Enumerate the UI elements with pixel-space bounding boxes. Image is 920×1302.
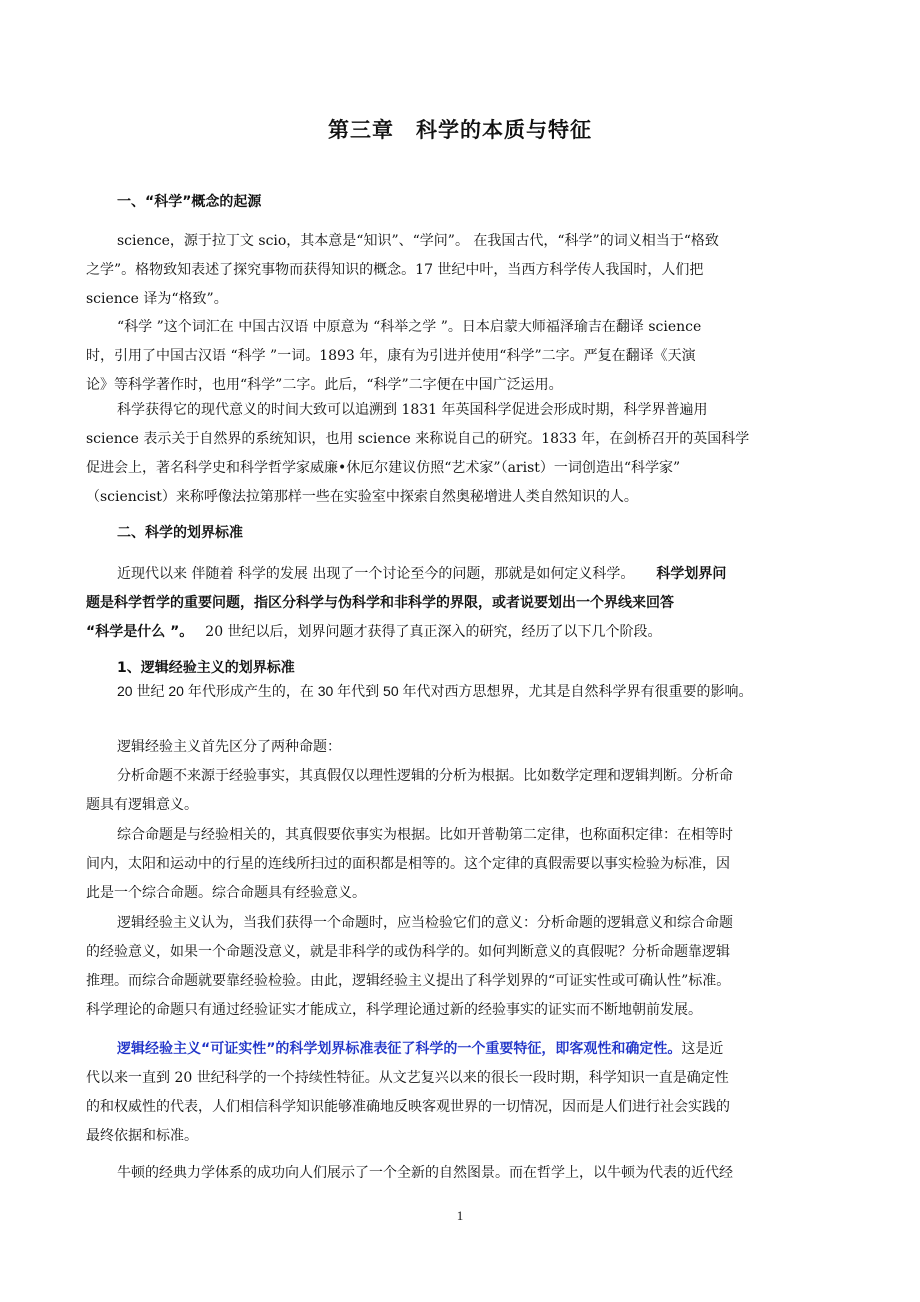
- page-number: 1: [456, 1208, 464, 1223]
- subsection-heading-logical-empiricism: 1、逻辑经验主义的划界标准: [117, 660, 295, 676]
- text-line: 此是一个综合命题。综合命题具有经验意义。: [86, 885, 366, 901]
- text-line: [86, 618, 843, 647]
- intro-bold-text: 科学划界问: [656, 566, 727, 582]
- text-line: 最终依据和标准。: [86, 1128, 198, 1144]
- intro-text: 20 世纪以后，划界问题才获得了真正深入的研究，经历了以下几个阶段。: [205, 624, 662, 640]
- text-line: [86, 1035, 843, 1064]
- text-line: 间内，太阳和运动中的行星的连线所扫过的面积都是相等的。这个定律的真假需要以事实检验为标准，因: [86, 856, 730, 872]
- chapter-title: 第三章 科学的本质与特征: [328, 118, 592, 142]
- section-heading-demarcation: 二、科学的划界标准: [117, 525, 243, 541]
- text-line: 代以来一直到 20 世纪科学的一个持续性特征。从文艺复兴以来的很长一段时期，科学知识一直是确定性: [86, 1070, 729, 1086]
- text-line: 之学”。格物致知表述了探究事物而获得知识的概念。17 世纪中叶，当西方科学传人我国时，人们把: [86, 262, 704, 278]
- text-line: 牛顿的经典力学体系的成功向人们展示了一个全新的自然图景。而在哲学上，以牛顿为代表的近代经: [117, 1165, 733, 1181]
- section-heading-origin: 一、“科学”概念的起源: [117, 194, 262, 210]
- paragraph-science-etymology: [86, 227, 843, 314]
- text-line: 综合命题是与经验相关的，其真假要依事实为根据。比如开普勒第二定律，也称面积定律：在相等时: [117, 827, 733, 843]
- text-line: 论》等科学著作时，也用“科学”二字。此后，“科学”二字便在中国广泛运用。: [86, 377, 563, 393]
- text-line: 推理。而综合命题就要靠经验检验。由此，逻辑经验主义提出了科学划界的“可证实性或可确认性”标准。: [86, 973, 731, 989]
- text-line: 的和权威性的代表，人们相信科学知识能够准确地反映客观世界的一切情况，因而是人们进行社会实践的: [86, 1099, 730, 1115]
- text-line: 20 世纪 20 年代形成产生的，在 30 年代到 50 年代对西方思想界，尤其是自然科学界有很重要的影响。: [117, 683, 753, 699]
- emphasis-blue-text: 逻辑经验主义“可证实性”的科学划界标准表征了科学的一个重要特征，即客观性和确定性。: [117, 1041, 682, 1057]
- paragraph-demarcation-intro: [86, 560, 843, 647]
- text-line: 科学理论的命题只有通过经验证实才能成立，科学理论通过新的经验事实的证实而不断地朝前发展。: [86, 1002, 702, 1018]
- paragraph-verifiability: [86, 909, 843, 1025]
- text-line: science 表示关于自然界的系统知识，也用 science 来称说自己的研究。1833 年，在剑桥召开的英国科学: [86, 431, 750, 447]
- text-line: 逻辑经验主义首先区分了两种命题：: [117, 739, 341, 755]
- text-line: 促进会上，著名科学史和科学哲学家威廉•休厄尔建议仿照“艺术家”（arist）一词创造出“科学家”: [86, 460, 681, 476]
- text-line: 分析命题不来源于经验事实，其真假仅以理性逻辑的分析为根据。比如数学定理和逻辑判断。分析命: [117, 768, 733, 784]
- text-line: 的经验意义，如果一个命题没意义，就是非科学的或伪科学的。如何判断意义的真假呢？分析命题靠逻辑: [86, 944, 730, 960]
- paragraph-newton: [86, 1159, 843, 1188]
- text-line: science 译为“格致”。: [86, 291, 228, 307]
- text-line: 题具有逻辑意义。: [86, 797, 198, 813]
- intro-bold-text: “科学是什么 ”。: [86, 624, 194, 640]
- text-line: [86, 560, 843, 589]
- paragraph-synthetic-propositions: [86, 821, 843, 908]
- paragraph-modern-meaning: [86, 396, 843, 512]
- text-line: “科学 ”这个词汇在 中国古汉语 中原意为 “科举之学 ”。日本启蒙大师福泽瑜吉在翻译 science: [117, 319, 702, 335]
- paragraph-analytic-propositions: [86, 762, 843, 820]
- text-line: （sciencist）来称呼像法拉第那样一些在实验室中探索自然奥秘增进人类自然知识的人。: [86, 489, 638, 505]
- paragraph-two-propositions: [86, 733, 843, 762]
- text-line-bold: 题是科学哲学的重要问题，指区分科学与伪科学和非科学的界限，或者说要划出一个界线来回答: [86, 595, 674, 611]
- text-line: 逻辑经验主义认为，当我们获得一个命题时，应当检验它们的意义：分析命题的逻辑意义和综合命题: [117, 915, 733, 931]
- intro-text: 近现代以来 伴随着 科学的发展 出现了一个讨论至今的问题，那就是如何定义科学。: [117, 566, 635, 582]
- paragraph-logical-empiricism-origin: [86, 677, 843, 706]
- paragraph-chinese-term: [86, 313, 843, 400]
- text-line: 时，引用了中国古汉语 “科学 ”一词。1893 年，康有为引进并使用“科学”二字。严复在翻译《天演: [86, 348, 696, 364]
- text-fragment: 这是近: [681, 1041, 724, 1057]
- text-line: 科学获得它的现代意义的时间大致可以追溯到 1831 年英国科学促进会形成时期，科学界普遍用: [117, 402, 708, 418]
- paragraph-objectivity-certainty: [86, 1035, 843, 1151]
- text-line: science，源于拉丁文 scio，其本意是“知识”、“学问”。 在我国古代，“科学”的词义相当于“格致: [117, 233, 719, 249]
